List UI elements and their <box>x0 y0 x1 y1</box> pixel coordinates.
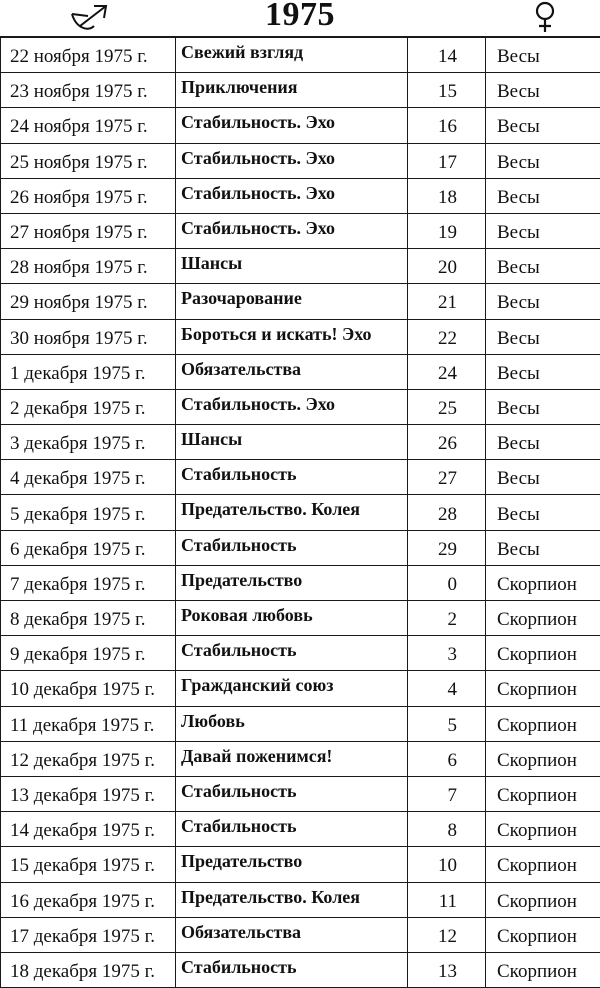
sign-cell: Скорпион <box>486 917 600 952</box>
event-cell: Стабильность <box>176 776 408 811</box>
date-cell: 1 декабря 1975 г. <box>1 354 176 389</box>
date-cell: 30 ноября 1975 г. <box>1 319 176 354</box>
event-cell: Гражданский союз <box>176 671 408 706</box>
table-row <box>1 741 600 776</box>
date-cell: 7 декабря 1975 г. <box>1 565 176 600</box>
number-cell: 19 <box>408 213 486 248</box>
event-cell: Предательство <box>176 565 408 600</box>
event-cell: Стабильность. Эхо <box>176 213 408 248</box>
event-cell: Предательство. Колея <box>176 882 408 917</box>
event-cell: Приключения <box>176 73 408 108</box>
venus-glyph-icon <box>530 0 560 34</box>
sign-cell: Скорпион <box>486 601 600 636</box>
sign-cell: Весы <box>486 460 600 495</box>
sign-cell: Скорпион <box>486 706 600 741</box>
table-row <box>1 847 600 882</box>
event-cell: Любовь <box>176 706 408 741</box>
date-cell: 16 декабря 1975 г. <box>1 882 176 917</box>
number-cell: 8 <box>408 812 486 847</box>
number-cell: 15 <box>408 73 486 108</box>
number-cell: 13 <box>408 952 486 987</box>
sign-cell: Весы <box>486 108 600 143</box>
number-cell: 0 <box>408 565 486 600</box>
sign-cell: Скорпион <box>486 812 600 847</box>
event-cell: Стабильность. Эхо <box>176 389 408 424</box>
number-cell: 29 <box>408 530 486 565</box>
date-cell: 11 декабря 1975 г. <box>1 706 176 741</box>
event-cell: Стабильность. Эхо <box>176 108 408 143</box>
table-row <box>1 952 600 987</box>
date-cell: 18 декабря 1975 г. <box>1 952 176 987</box>
date-cell: 15 декабря 1975 г. <box>1 847 176 882</box>
number-cell: 27 <box>408 460 486 495</box>
table-row <box>1 108 600 143</box>
sign-cell: Весы <box>486 284 600 319</box>
table-row <box>1 389 600 424</box>
date-cell: 8 декабря 1975 г. <box>1 601 176 636</box>
number-cell: 12 <box>408 917 486 952</box>
sign-cell: Скорпион <box>486 671 600 706</box>
event-cell: Стабильность <box>176 636 408 671</box>
event-cell: Стабильность. Эхо <box>176 178 408 213</box>
number-cell: 10 <box>408 847 486 882</box>
event-cell: Шансы <box>176 249 408 284</box>
event-cell: Предательство. Колея <box>176 495 408 530</box>
number-cell: 18 <box>408 178 486 213</box>
date-cell: 14 декабря 1975 г. <box>1 812 176 847</box>
table-row <box>1 178 600 213</box>
number-cell: 28 <box>408 495 486 530</box>
date-cell: 10 декабря 1975 г. <box>1 671 176 706</box>
event-cell: Стабильность <box>176 460 408 495</box>
event-cell: Предательство <box>176 847 408 882</box>
number-cell: 6 <box>408 741 486 776</box>
number-cell: 11 <box>408 882 486 917</box>
date-cell: 13 декабря 1975 г. <box>1 776 176 811</box>
table-row <box>1 143 600 178</box>
page-header <box>0 0 600 36</box>
calendar-table <box>0 36 600 988</box>
date-cell: 23 ноября 1975 г. <box>1 73 176 108</box>
table-row <box>1 706 600 741</box>
sign-cell: Весы <box>486 389 600 424</box>
date-cell: 28 ноября 1975 г. <box>1 249 176 284</box>
event-cell: Стабильность <box>176 530 408 565</box>
sign-cell: Весы <box>486 73 600 108</box>
event-cell: Роковая любовь <box>176 601 408 636</box>
sign-cell: Скорпион <box>486 741 600 776</box>
table-row <box>1 565 600 600</box>
sign-cell: Весы <box>486 178 600 213</box>
number-cell: 24 <box>408 354 486 389</box>
table-row <box>1 636 600 671</box>
table-row <box>1 495 600 530</box>
event-cell: Стабильность <box>176 952 408 987</box>
event-cell: Бороться и искать! Эхо <box>176 319 408 354</box>
event-cell: Обязательства <box>176 917 408 952</box>
event-cell: Свежий взгляд <box>176 37 408 73</box>
table-row <box>1 601 600 636</box>
number-cell: 16 <box>408 108 486 143</box>
table-row <box>1 460 600 495</box>
sign-cell: Скорпион <box>486 847 600 882</box>
date-cell: 5 декабря 1975 г. <box>1 495 176 530</box>
sign-cell: Скорпион <box>486 882 600 917</box>
table-row <box>1 882 600 917</box>
date-cell: 27 ноября 1975 г. <box>1 213 176 248</box>
table-row <box>1 776 600 811</box>
calendar-rows <box>1 37 600 988</box>
sign-cell: Весы <box>486 530 600 565</box>
table-row <box>1 530 600 565</box>
table-row <box>1 354 600 389</box>
sign-cell: Весы <box>486 37 600 73</box>
sign-cell: Весы <box>486 319 600 354</box>
sign-cell: Весы <box>486 495 600 530</box>
number-cell: 14 <box>408 37 486 73</box>
number-cell: 3 <box>408 636 486 671</box>
number-cell: 7 <box>408 776 486 811</box>
sign-cell: Весы <box>486 249 600 284</box>
number-cell: 21 <box>408 284 486 319</box>
table-row <box>1 425 600 460</box>
number-cell: 17 <box>408 143 486 178</box>
sign-cell: Скорпион <box>486 565 600 600</box>
date-cell: 22 ноября 1975 г. <box>1 37 176 73</box>
table-row <box>1 917 600 952</box>
date-cell: 3 декабря 1975 г. <box>1 425 176 460</box>
event-cell: Стабильность. Эхо <box>176 143 408 178</box>
table-row <box>1 671 600 706</box>
date-cell: 26 ноября 1975 г. <box>1 178 176 213</box>
date-cell: 9 декабря 1975 г. <box>1 636 176 671</box>
date-cell: 12 декабря 1975 г. <box>1 741 176 776</box>
number-cell: 25 <box>408 389 486 424</box>
event-cell: Давай поженимся! <box>176 741 408 776</box>
date-cell: 24 ноября 1975 г. <box>1 108 176 143</box>
sign-cell: Весы <box>486 354 600 389</box>
event-cell: Шансы <box>176 425 408 460</box>
table-row <box>1 73 600 108</box>
sign-cell: Весы <box>486 143 600 178</box>
sign-cell: Скорпион <box>486 636 600 671</box>
number-cell: 2 <box>408 601 486 636</box>
sign-cell: Весы <box>486 213 600 248</box>
table-row <box>1 249 600 284</box>
event-cell: Обязательства <box>176 354 408 389</box>
number-cell: 5 <box>408 706 486 741</box>
page-title: 1975 <box>0 0 600 33</box>
table-row <box>1 213 600 248</box>
date-cell: 6 декабря 1975 г. <box>1 530 176 565</box>
sign-cell: Весы <box>486 425 600 460</box>
sign-cell: Скорпион <box>486 776 600 811</box>
table-row <box>1 284 600 319</box>
date-cell: 2 декабря 1975 г. <box>1 389 176 424</box>
date-cell: 25 ноября 1975 г. <box>1 143 176 178</box>
number-cell: 22 <box>408 319 486 354</box>
number-cell: 26 <box>408 425 486 460</box>
table-row <box>1 37 600 73</box>
number-cell: 4 <box>408 671 486 706</box>
date-cell: 29 ноября 1975 г. <box>1 284 176 319</box>
sign-cell: Скорпион <box>486 952 600 987</box>
event-cell: Стабильность <box>176 812 408 847</box>
table-row <box>1 319 600 354</box>
event-cell: Разочарование <box>176 284 408 319</box>
date-cell: 17 декабря 1975 г. <box>1 917 176 952</box>
number-cell: 20 <box>408 249 486 284</box>
date-cell: 4 декабря 1975 г. <box>1 460 176 495</box>
table-row <box>1 812 600 847</box>
